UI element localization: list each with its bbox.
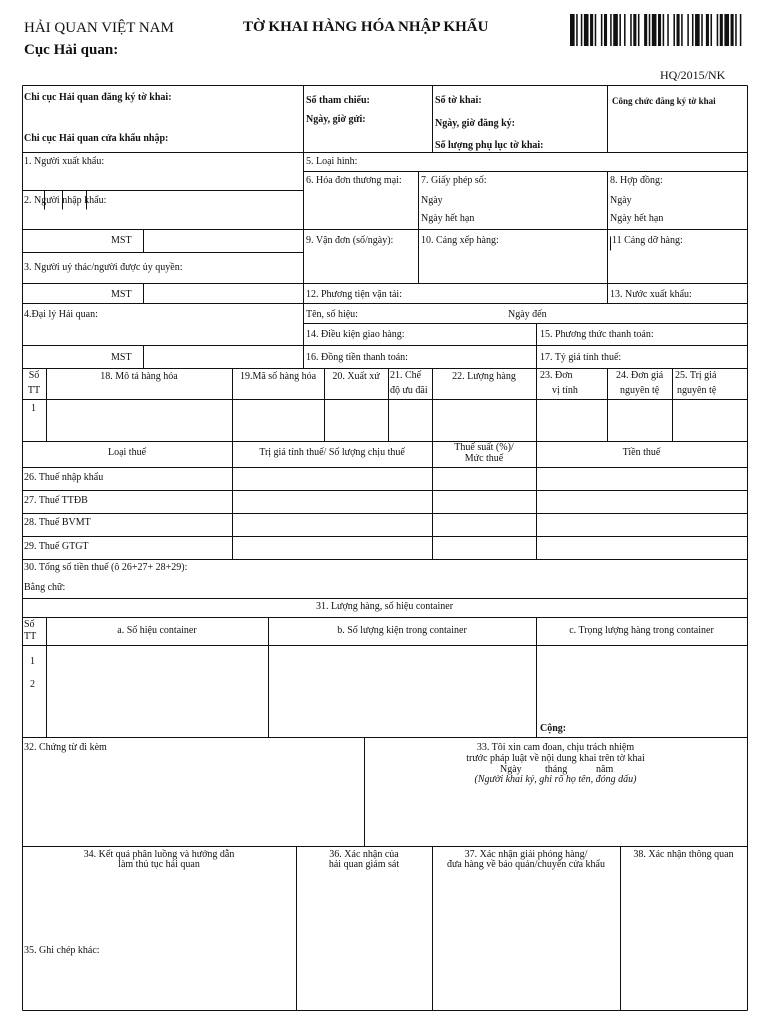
tax-rate-header-line1: Thuế suất (%)/ xyxy=(454,442,514,453)
field-17-label: 17. Tỷ giá tính thuế: xyxy=(540,352,622,363)
form-code: HQ/2015/NK xyxy=(660,68,726,82)
barcode-bar xyxy=(595,14,597,46)
field-12-label: 12. Phương tiện vận tải: xyxy=(306,289,402,300)
tax-row-environmental: 28. Thuế BVMT xyxy=(24,517,91,528)
field-5-label: 5. Loại hình: xyxy=(306,156,358,167)
field-8-date-label: Ngày xyxy=(610,195,632,206)
barcode-bar xyxy=(731,14,734,46)
barcode-bar xyxy=(644,14,647,46)
goods-unit-header-line2: vị tính xyxy=(552,385,578,396)
agent-tax-code-label: MST xyxy=(111,352,132,363)
field-36-line2: hải quan giám sát xyxy=(328,859,400,870)
barcode-bar xyxy=(584,14,589,46)
barcode-bar xyxy=(652,14,657,46)
field-38-label: 38. Xác nhận thông quan xyxy=(633,849,734,860)
goods-value-header-line2: nguyên tệ xyxy=(677,385,717,396)
barcode-bar xyxy=(610,14,612,46)
field-13-label: 13. Nước xuất khẩu: xyxy=(610,289,692,300)
barcode xyxy=(570,14,746,46)
registering-officer-label: Công chức đăng ký tờ khai xyxy=(612,96,716,106)
container-section-title: 31. Lượng hàng, số hiệu container xyxy=(315,601,454,612)
goods-origin-header: 20. Xuất xứ xyxy=(332,371,380,382)
field-6-label: 6. Hóa đơn thương mại: xyxy=(306,175,402,186)
goods-preference-header-line1: 21. Chế xyxy=(390,370,422,381)
field-7-label: 7. Giấy phép số: xyxy=(421,175,487,186)
field-33-line2: trước pháp luật về nội dung khai trên tờ khai xyxy=(466,753,645,764)
barcode-bar xyxy=(570,14,575,46)
tax-row-import: 26. Thuế nhập khẩu xyxy=(24,472,104,483)
tax-type-header: Loại thuế xyxy=(107,447,147,458)
goods-row-number: 1 xyxy=(31,403,36,414)
goods-quantity-header: 22. Lượng hàng xyxy=(452,371,516,382)
goods-value-header-line1: 25. Trị giá xyxy=(675,370,717,381)
field-32-label: 32. Chứng từ đi kèm xyxy=(24,742,107,753)
sent-datetime-label: Ngày, giờ gửi: xyxy=(306,114,366,125)
tax-row-vat: 29. Thuế GTGT xyxy=(24,541,89,552)
authorized-person-label: 3. Người uỷ thác/người được ủy quyền: xyxy=(24,262,183,273)
field-8-expiry-label: Ngày hết hạn xyxy=(610,213,664,224)
tax-in-words-label: Bằng chữ: xyxy=(24,582,66,593)
barcode-bar xyxy=(673,14,675,46)
container-row-1: 1 xyxy=(30,656,35,667)
barcode-bar xyxy=(601,14,603,46)
barcode-bar xyxy=(667,14,669,46)
barcode-bar xyxy=(720,14,723,46)
barcode-bar xyxy=(630,14,632,46)
field-7-date-label: Ngày xyxy=(421,195,443,206)
goods-description-header: 18. Mô tả hàng hóa xyxy=(100,371,178,382)
field-35-label: 35. Ghi chép khác: xyxy=(24,945,100,956)
border-office-label: Chi cục Hải quan cửa khẩu nhập: xyxy=(24,133,169,144)
barcode-bar xyxy=(724,14,729,46)
annex-count-label: Số lượng phụ lục tờ khai: xyxy=(435,140,544,151)
customs-department: Cục Hải quan: xyxy=(24,42,119,58)
barcode-bar xyxy=(576,14,578,46)
barcode-bar xyxy=(677,14,680,46)
date-day-label: Ngày xyxy=(500,764,522,775)
field-34-line1: 34. Kết quả phân luồng và hướng dẫn xyxy=(83,849,235,860)
importer-label: 2. Người nhập khẩu: xyxy=(24,195,107,206)
barcode-bar xyxy=(740,14,742,46)
barcode-bar xyxy=(613,14,618,46)
field-15-label: 15. Phương thức thanh toán: xyxy=(540,329,654,340)
barcode-bar xyxy=(735,14,737,46)
field-33-line1: 33. Tôi xin cam đoan, chịu trách nhiệm xyxy=(476,742,635,753)
container-packages-header: b. Số lượng kiện trong container xyxy=(337,625,467,636)
field-14-label: 14. Điều kiện giao hàng: xyxy=(306,329,405,340)
organization-name: HẢI QUAN VIỆT NAM xyxy=(24,20,174,36)
exporter-label: 1. Người xuất khẩu: xyxy=(24,156,105,167)
declaration-number-label: Số tờ khai: xyxy=(435,95,482,106)
barcode-bar xyxy=(638,14,640,46)
field-7-expiry-label: Ngày hết hạn xyxy=(421,213,475,224)
field-37-line1: 37. Xác nhận giải phóng hàng/ xyxy=(464,849,588,860)
field-8-label: 8. Hợp đồng: xyxy=(610,175,663,186)
barcode-bar xyxy=(649,14,651,46)
barcode-bar xyxy=(624,14,626,46)
container-stt-header-line2: TT xyxy=(24,631,37,642)
registered-datetime-label: Ngày, giờ đăng ký: xyxy=(435,118,515,129)
barcode-bar xyxy=(695,14,700,46)
date-year-label: năm xyxy=(596,764,614,775)
goods-stt-header-line1: Số xyxy=(28,370,40,381)
barcode-bar xyxy=(590,14,593,46)
container-row-2: 2 xyxy=(30,679,35,690)
goods-preference-header-line2: độ ưu đãi xyxy=(390,385,428,396)
barcode-bar xyxy=(633,14,636,46)
field-16-label: 16. Đồng tiền thanh toán: xyxy=(306,352,408,363)
barcode-bar xyxy=(619,14,621,46)
barcode-bar xyxy=(701,14,703,46)
field-34-line2: làm thủ tục hải quan xyxy=(118,859,200,870)
barcode-bar xyxy=(692,14,694,46)
goods-hs-code-header: 19.Mã số hàng hóa xyxy=(239,371,317,382)
form-title: TỜ KHAI HÀNG HÓA NHẬP KHẨU xyxy=(243,19,489,35)
barcode-bar xyxy=(687,14,689,46)
barcode-bar xyxy=(604,14,607,46)
field-9-label: 9. Vận đơn (số/ngày): xyxy=(306,235,394,246)
declarant-signature-note: (Người khai ký, ghi rõ họ tên, đóng dấu) xyxy=(474,774,637,785)
barcode-bar xyxy=(717,14,719,46)
goods-unit-price-header-line1: 24. Đơn giá xyxy=(616,370,664,381)
tax-row-special-consumption: 27. Thuế TTĐB xyxy=(24,495,88,506)
tax-base-header: Trị giá tính thuế/ Số lượng chịu thuế xyxy=(259,447,405,458)
arrival-date-label: Ngày đến xyxy=(508,309,547,320)
field-11-label: 11 Cảng dỡ hàng: xyxy=(612,235,683,246)
barcode-bar xyxy=(681,14,683,46)
container-total-label: Cộng: xyxy=(540,723,567,734)
barcode-bar xyxy=(581,14,583,46)
goods-stt-header-line2: TT xyxy=(27,385,41,396)
barcode-bar xyxy=(706,14,709,46)
field-37-line2: đưa hàng về bảo quản/chuyển cửa khẩu xyxy=(446,859,605,870)
container-stt-header-line1: Số xyxy=(24,619,35,630)
tax-total-label: 30. Tổng số tiền thuế (ô 26+27+ 28+29): xyxy=(24,562,188,573)
date-month-label: tháng xyxy=(545,764,568,775)
vehicle-name-label: Tên, số hiệu: xyxy=(306,309,358,320)
customs-agent-label: 4.Đại lý Hải quan: xyxy=(24,309,98,320)
barcode-bar xyxy=(663,14,665,46)
barcode-bar xyxy=(658,14,661,46)
registering-office-label: Chi cục Hải quan đăng ký tờ khai: xyxy=(24,92,172,103)
container-weight-header: c. Trọng lượng hàng trong container xyxy=(569,625,714,636)
container-number-header: a. Số hiệu container xyxy=(117,625,197,636)
tax-rate-header-line2: Mức thuế xyxy=(464,453,504,464)
authorized-tax-code-label: MST xyxy=(111,289,132,300)
reference-number-label: Số tham chiếu: xyxy=(306,95,370,106)
field-36-line1: 36. Xác nhận của xyxy=(329,849,399,860)
tax-amount-header: Tiền thuế xyxy=(622,447,661,458)
field-10-label: 10. Cảng xếp hàng: xyxy=(421,235,499,246)
goods-unit-header-line1: 23. Đơn xyxy=(540,370,573,381)
importer-tax-code-label: MST xyxy=(111,235,132,246)
goods-unit-price-header-line2: nguyên tệ xyxy=(620,385,660,396)
barcode-bar xyxy=(710,14,712,46)
